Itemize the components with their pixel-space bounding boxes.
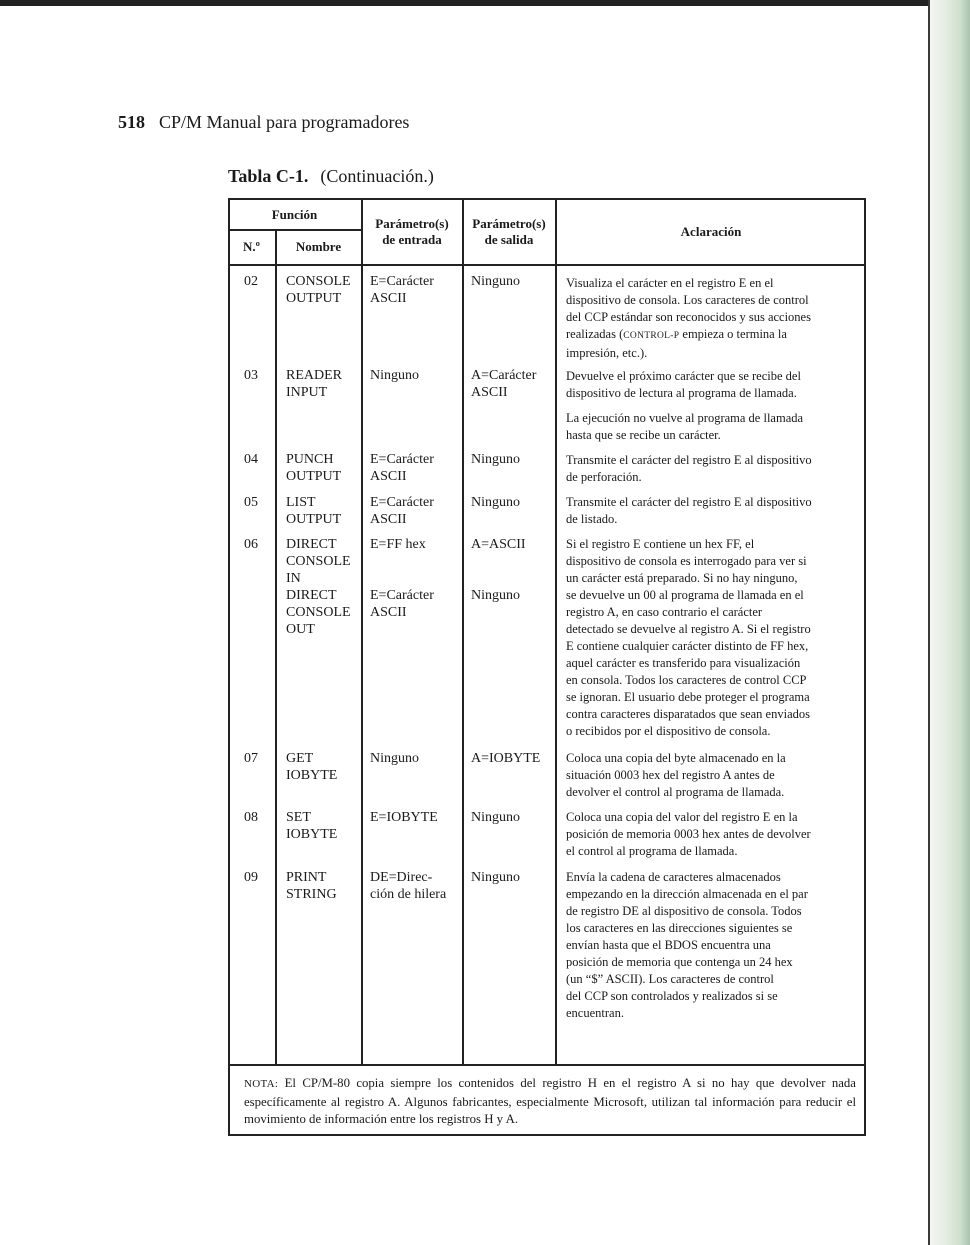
row-02-name-line: OUTPUT xyxy=(286,291,342,306)
row-06-input-out-line: ASCII xyxy=(370,605,407,620)
header-param-entrada-line2: de entrada xyxy=(382,232,442,247)
col-divider-name xyxy=(361,198,363,1064)
row-05-name xyxy=(286,494,341,528)
table-note xyxy=(244,1075,856,1129)
row-03-output-line: A=Carácter xyxy=(471,368,537,383)
row-09-description xyxy=(566,869,860,1022)
row-05-output: Ninguno xyxy=(471,495,520,510)
header-param-entrada xyxy=(362,216,462,248)
row-07-input: Ninguno xyxy=(370,751,419,766)
row-07-name-line: IOBYTE xyxy=(286,768,338,783)
desc-line: encuentran. xyxy=(566,1006,624,1020)
desc-line: posición de memoria 0003 hex antes de devolver xyxy=(566,827,811,841)
col-divider-output xyxy=(555,198,557,1064)
desc-line: Coloca una copia del valor del registro E en la xyxy=(566,810,798,824)
page-number: 518 xyxy=(118,112,145,132)
row-03-name xyxy=(286,367,342,401)
row-02-input-line: ASCII xyxy=(370,291,407,306)
row-04-output: Ninguno xyxy=(471,452,520,467)
row-02-description xyxy=(566,275,860,362)
row-06-output-in: A=ASCII xyxy=(471,537,526,552)
header-param-salida-line1: Parámetro(s) xyxy=(472,216,546,231)
header-param-salida-line2: de salida xyxy=(484,232,534,247)
row-04-input-line: E=Carácter xyxy=(370,452,434,467)
desc-line xyxy=(566,326,860,345)
desc-line: de registro DE al dispositivo de consola. Todos xyxy=(566,904,802,918)
table-label: Tabla C-1. xyxy=(228,166,309,186)
row-05-num: 05 xyxy=(244,495,258,510)
desc-line: en consola. Todos los caracteres de control CCP xyxy=(566,673,807,687)
row-06-output-out: Ninguno xyxy=(471,588,520,603)
row-03-description-extra xyxy=(566,410,860,444)
desc-line: Transmite el carácter del registro E al dispositivo xyxy=(566,495,812,509)
desc-line: aquel carácter es transferido para visualización xyxy=(566,656,801,670)
header-param-salida xyxy=(463,216,555,248)
row-09-input xyxy=(370,869,446,903)
row-08-name xyxy=(286,809,337,843)
desc-line: E contiene cualquier carácter distinto de FF hex, xyxy=(566,639,809,653)
row-05-input-line: ASCII xyxy=(370,512,407,527)
row-06-name xyxy=(286,536,351,638)
row-05-name-line: LIST xyxy=(286,495,316,510)
row-06-name-line: CONSOLE xyxy=(286,605,351,620)
desc-line: de perforación. xyxy=(566,470,642,484)
control-p-smallcaps: CONTROL-P xyxy=(623,331,680,341)
header-funcion: Función xyxy=(271,207,318,222)
row-08-output: Ninguno xyxy=(471,810,520,825)
row-03-output xyxy=(471,367,536,401)
desc-line: del CCP estándar son reconocidos y sus acciones xyxy=(566,310,811,324)
row-09-num: 09 xyxy=(244,870,258,885)
desc-line: dispositivo de consola es interrogado para ver si xyxy=(566,554,807,568)
row-06-input-out xyxy=(370,587,434,621)
desc-line: los caracteres en las direcciones siguientes se xyxy=(566,921,793,935)
row-02-name-line: CONSOLE xyxy=(286,274,351,289)
note-label: NOTA: xyxy=(244,1078,279,1090)
desc-line: dispositivo de lectura al programa de llamada. xyxy=(566,386,797,400)
row-06-description xyxy=(566,536,860,740)
row-09-name-line: PRINT xyxy=(286,870,327,885)
desc-line: Devuelve el próximo carácter que se recibe del xyxy=(566,369,801,383)
row-07-output: A=IOBYTE xyxy=(471,751,541,766)
row-05-name-line: OUTPUT xyxy=(286,512,342,527)
running-title: CP/M Manual para programadores xyxy=(159,112,410,132)
desc-line: posición de memoria que contenga un 24 hex xyxy=(566,955,793,969)
row-04-input xyxy=(370,451,434,485)
desc-line: se ignoran. El usuario debe proteger el programa xyxy=(566,690,810,704)
desc-line: envían hasta que el BDOS encuentra una xyxy=(566,938,771,952)
row-05-input-line: E=Carácter xyxy=(370,495,434,510)
row-04-input-line: ASCII xyxy=(370,469,407,484)
header-param-entrada-line1: Parámetro(s) xyxy=(375,216,449,231)
desc-line: situación 0003 hex del registro A antes de xyxy=(566,768,775,782)
row-06-input-in: E=FF hex xyxy=(370,537,426,552)
row-07-num: 07 xyxy=(244,751,258,766)
desc-line: devolver el control al programa de llamada. xyxy=(566,785,785,799)
desc-line: dispositivo de consola. Los caracteres de control xyxy=(566,293,809,307)
row-06-name-line: DIRECT xyxy=(286,537,337,552)
row-03-input: Ninguno xyxy=(370,368,419,383)
desc-line: Visualiza el carácter en el registro E en el xyxy=(566,276,774,290)
row-08-input: E=IOBYTE xyxy=(370,810,438,825)
row-02-output: Ninguno xyxy=(471,274,520,289)
row-06-num: 06 xyxy=(244,537,258,552)
row-03-num: 03 xyxy=(244,368,258,383)
desc-fragment: realizadas ( xyxy=(566,327,624,341)
row-08-name-line: IOBYTE xyxy=(286,827,338,842)
row-02-input xyxy=(370,273,434,307)
row-05-input xyxy=(370,494,434,528)
row-04-description xyxy=(566,452,860,486)
desc-line: Envía la cadena de caracteres almacenados xyxy=(566,870,781,884)
header-bottom-line xyxy=(228,264,866,266)
row-06-name-line: OUT xyxy=(286,622,315,637)
row-07-description xyxy=(566,750,860,801)
row-06-input-out-line: E=Carácter xyxy=(370,588,434,603)
desc-line: contra caracteres disparatados que sean enviados xyxy=(566,707,810,721)
desc-fragment: empieza o termina la xyxy=(682,327,787,341)
row-09-input-line: ción de hilera xyxy=(370,887,447,902)
page-edge-shadow xyxy=(928,0,970,1245)
note-text: El CP/M-80 copia siempre los contenidos del registro H en el registro A si no hay que devolver nada específicamente al registro A. Algunos fabricantes, especialmente Microsoft, utilizan tal información para reducir el movimiento de información entre los registros H y A. xyxy=(244,1076,856,1126)
desc-line: un carácter está preparado. Si no hay ninguno, xyxy=(566,571,798,585)
row-05-description xyxy=(566,494,860,528)
desc-line: Si el registro E contiene un hex FF, el xyxy=(566,537,755,551)
row-06-name-line: DIRECT xyxy=(286,588,337,603)
desc-line: La ejecución no vuelve al programa de llamada xyxy=(566,411,804,425)
desc-line: detectado se devuelve al registro A. Si el registro xyxy=(566,622,811,636)
row-07-name xyxy=(286,750,337,784)
desc-line: el control al programa de llamada. xyxy=(566,844,738,858)
col-divider-input xyxy=(462,198,464,1064)
running-header xyxy=(118,112,409,133)
scan-top-border xyxy=(0,0,970,6)
desc-line: Coloca una copia del byte almacenado en la xyxy=(566,751,786,765)
table-caption xyxy=(228,166,434,187)
row-07-name-line: GET xyxy=(286,751,314,766)
row-03-name-line: READER xyxy=(286,368,342,383)
desc-line: Transmite el carácter del registro E al dispositivo xyxy=(566,453,812,467)
row-08-name-line: SET xyxy=(286,810,311,825)
desc-line: o recibidos por el dispositivo de consola. xyxy=(566,724,771,738)
desc-line: se devuelve un 00 al programa de llamada en el xyxy=(566,588,804,602)
row-06-name-line: CONSOLE xyxy=(286,554,351,569)
row-03-description xyxy=(566,368,860,402)
row-09-name-line: STRING xyxy=(286,887,337,902)
row-09-output: Ninguno xyxy=(471,870,520,885)
page-edge-line xyxy=(928,0,930,1245)
row-02-input-line: E=Carácter xyxy=(370,274,434,289)
header-nombre: Nombre xyxy=(295,239,342,254)
row-08-num: 08 xyxy=(244,810,258,825)
desc-line: empezando en la dirección almacenada en el par xyxy=(566,887,808,901)
desc-line: registro A, en caso contrario el carácter xyxy=(566,605,763,619)
row-09-name xyxy=(286,869,337,903)
desc-line: del CCP son controlados y realizados si se xyxy=(566,989,778,1003)
row-04-name-line: OUTPUT xyxy=(286,469,342,484)
table-caption-text: (Continuación.) xyxy=(320,166,434,186)
row-06-name-line: IN xyxy=(286,571,301,586)
header-aclaracion: Aclaración xyxy=(680,224,742,239)
desc-line: impresión, etc.). xyxy=(566,346,648,360)
row-02-num: 02 xyxy=(244,274,258,289)
row-04-num: 04 xyxy=(244,452,258,467)
desc-line: (un “$” ASCII). Los caracteres de control xyxy=(566,972,774,986)
desc-line: de listado. xyxy=(566,512,618,526)
note-separator-line xyxy=(228,1064,866,1066)
row-03-name-line: INPUT xyxy=(286,385,328,400)
row-08-description xyxy=(566,809,860,860)
row-04-name xyxy=(286,451,341,485)
row-02-name xyxy=(286,273,351,307)
row-04-name-line: PUNCH xyxy=(286,452,334,467)
row-03-output-line: ASCII xyxy=(471,385,508,400)
desc-line: hasta que se recibe un carácter. xyxy=(566,428,721,442)
row-09-input-line: DE=Direc- xyxy=(370,870,433,885)
header-num: N.º xyxy=(243,239,260,254)
funcion-subheader-line xyxy=(228,229,361,231)
col-divider-num xyxy=(275,229,277,1064)
